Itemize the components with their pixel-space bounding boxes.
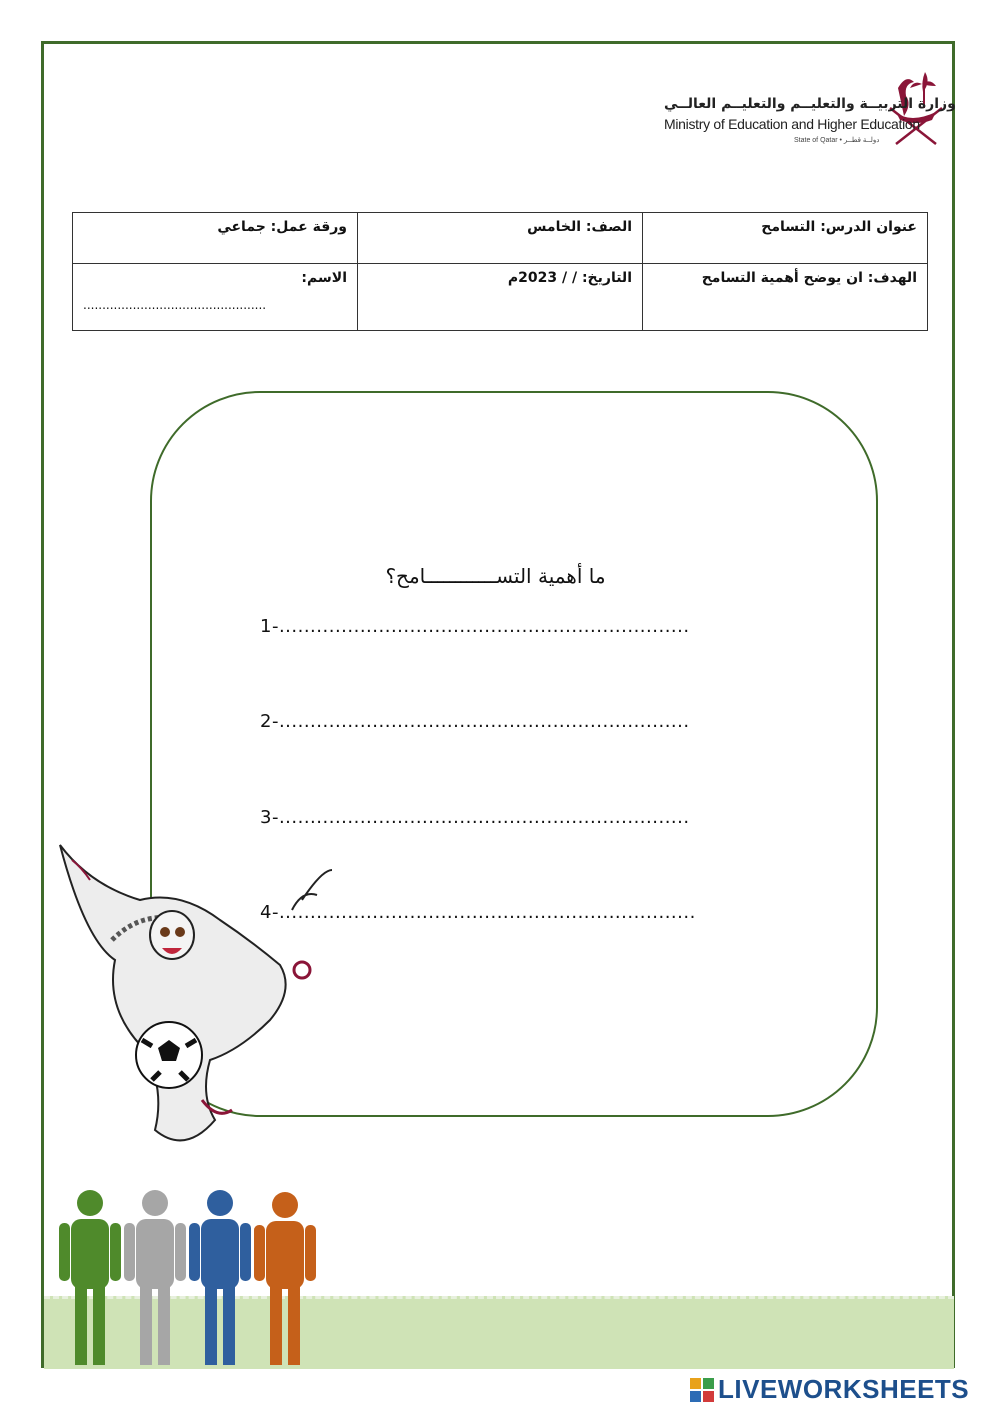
goal-cell: الهدف: ان يوضح أهمية التسامح <box>643 264 928 331</box>
question-text <box>0 564 1000 588</box>
name-cell[interactable] <box>73 264 358 331</box>
people-icon <box>55 1185 325 1365</box>
date-cell: التاريخ: / / 2023م <box>358 264 643 331</box>
state-label: State of Qatar • دولــة قطــر <box>794 137 880 144</box>
lesson-title-cell: عنوان الدرس: التسامح <box>643 213 928 264</box>
lesson-info-table <box>72 212 928 331</box>
answer-line-1[interactable]: 1-.................................................................. <box>260 616 690 637</box>
worksheet-type-cell: ورقة عمل: جماعي <box>73 213 358 264</box>
answer-line-3[interactable]: 3-.................................................................. <box>260 807 690 828</box>
name-label: الاسم: <box>301 270 347 286</box>
answer-line-4[interactable]: 4-................................................................... <box>260 902 696 923</box>
liveworksheets-logo-icon <box>690 1378 714 1402</box>
table-row <box>73 213 928 264</box>
answer-line-2[interactable]: 2-.................................................................. <box>260 711 690 732</box>
table-row <box>73 264 928 331</box>
name-input-line[interactable]: ................................................ <box>83 298 267 312</box>
ministry-english-name: Ministry of Education and Higher Education <box>664 116 920 132</box>
brand-name[interactable]: LIVEWORKSHEETS <box>718 1374 970 1404</box>
grade-cell: الصف: الخامس <box>358 213 643 264</box>
ministry-arabic-name: وزارة التربيــة والتعليــم والتعليــم العالــي <box>664 96 956 112</box>
question-label: ما أهمية التســــــــــــامح؟ <box>385 564 606 588</box>
mascot-illustration <box>52 840 342 1150</box>
